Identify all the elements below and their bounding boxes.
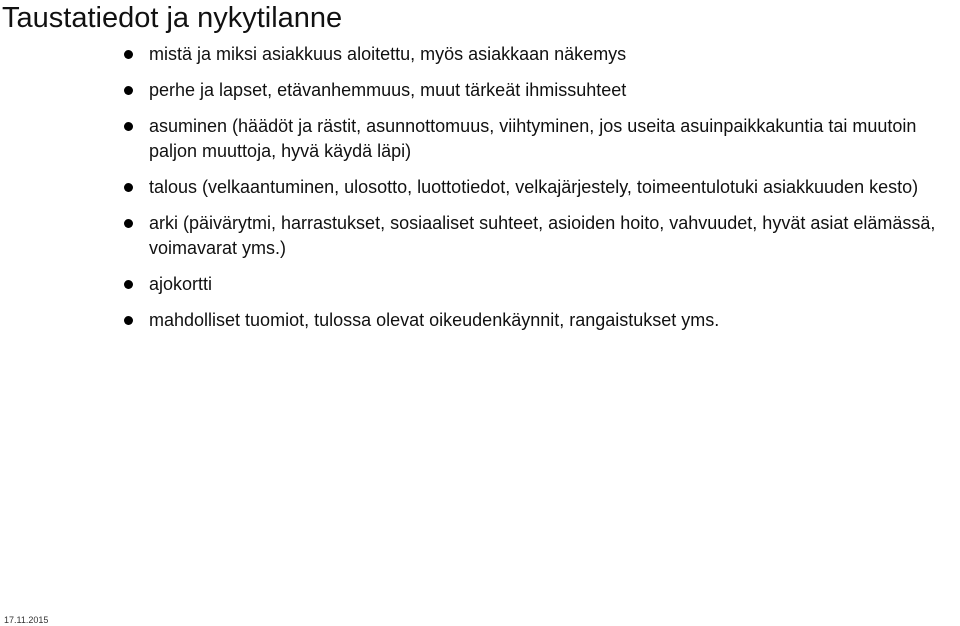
bullet-item bbox=[124, 175, 956, 200]
footer-date: 17.11.2015 bbox=[4, 615, 49, 625]
bullet-text: arki (päivärytmi, harrastukset, sosiaaliset suhteet, asioiden hoito, vahvuudet, hyvät asiat elämässä, voimavarat yms.) bbox=[149, 213, 936, 258]
bullet-point-icon bbox=[124, 183, 133, 192]
bullet-text: mistä ja miksi asiakkuus aloitettu, myös asiakkaan näkemys bbox=[149, 44, 627, 64]
bullet-item bbox=[124, 211, 956, 261]
bullet-point-icon bbox=[124, 122, 133, 131]
bullet-text: ajokortti bbox=[149, 274, 213, 294]
bullet-list bbox=[124, 42, 956, 344]
bullet-text: asuminen (häädöt ja rästit, asunnottomuus, viihtyminen, jos useita asuinpaikkakuntia tai muutoin paljon muuttoja, hyvä käydä läpi) bbox=[149, 116, 917, 161]
bullet-item bbox=[124, 42, 956, 67]
bullet-item bbox=[124, 308, 956, 333]
bullet-item bbox=[124, 78, 956, 103]
bullet-point-icon bbox=[124, 219, 133, 228]
bullet-text: perhe ja lapset, etävanhemmuus, muut tärkeät ihmissuhteet bbox=[149, 80, 627, 100]
bullet-text: talous (velkaantuminen, ulosotto, luottotiedot, velkajärjestely, toimeentulotuki asiakkuuden kesto) bbox=[149, 177, 919, 197]
bullet-point-icon bbox=[124, 316, 133, 325]
bullet-item bbox=[124, 114, 956, 164]
bullet-point-icon bbox=[124, 50, 133, 59]
bullet-text: mahdolliset tuomiot, tulossa olevat oikeudenkäynnit, rangaistukset yms. bbox=[149, 310, 720, 330]
bullet-point-icon bbox=[124, 86, 133, 95]
bullet-item bbox=[124, 272, 956, 297]
slide-title: Taustatiedot ja nykytilanne bbox=[2, 2, 343, 34]
bullet-point-icon bbox=[124, 280, 133, 289]
